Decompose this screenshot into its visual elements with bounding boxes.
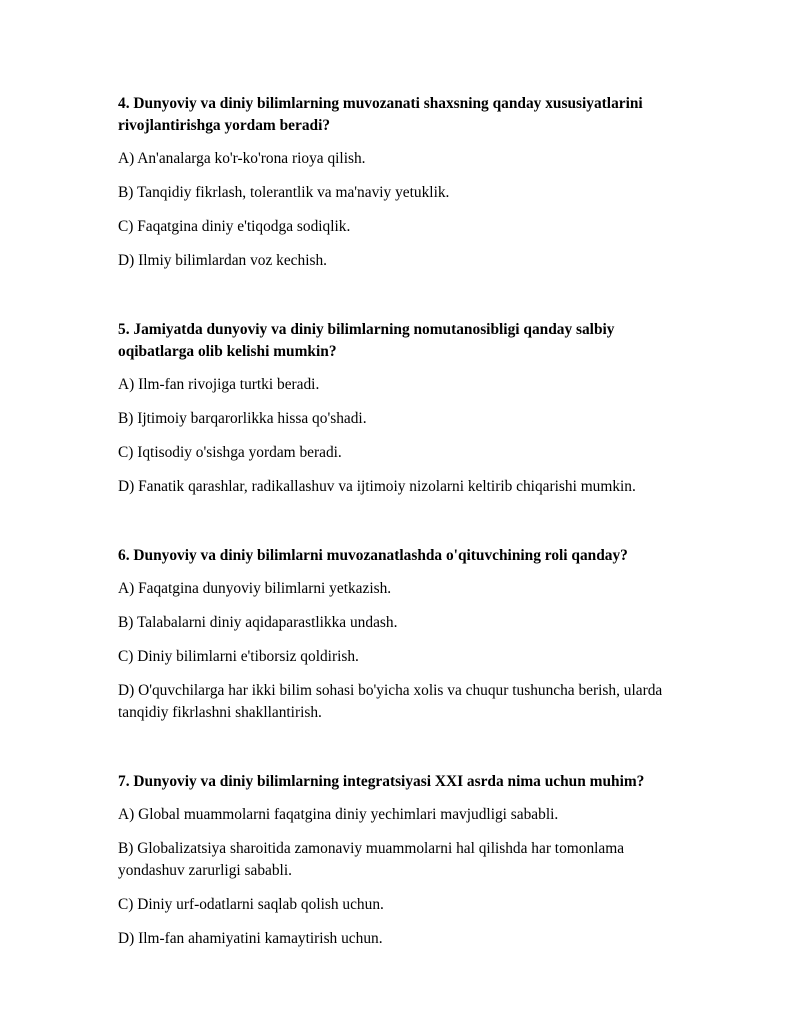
answer-option-b: B) Talabalarni diniy aqidaparastlikka undash. xyxy=(118,614,398,631)
answer-option-b: B) Globalizatsiya sharoitida zamonaviy muammolarni hal qilishda har tomonlama yondashuv zarurligi sababli. xyxy=(118,840,625,879)
question-4 xyxy=(118,93,690,272)
question-title: 4. Dunyoviy va diniy bilimlarning muvozanati shaxsning qanday xususiyatlarini rivojlantirishga yordam beradi? xyxy=(118,95,643,134)
answer-option-d: D) Fanatik qarashlar, radikallashuv va ijtimoiy nizolarni keltirib chiqarishi mumkin. xyxy=(118,478,636,495)
answer-option-a: A) An'analarga ko'r-ko'rona rioya qilish. xyxy=(118,150,366,167)
question-title: 6. Dunyoviy va diniy bilimlarni muvozanatlashda o'qituvchining roli qanday? xyxy=(118,547,628,564)
answer-option-a: A) Ilm-fan rivojiga turtki beradi. xyxy=(118,376,320,393)
question-title: 5. Jamiyatda dunyoviy va diniy bilimlarning nomutanosibligi qanday salbiy oqibatlarga olib kelishi mumkin? xyxy=(118,321,615,360)
question-6 xyxy=(118,545,690,724)
answer-option-a: A) Faqatgina dunyoviy bilimlarni yetkazish. xyxy=(118,580,392,597)
answer-option-c: C) Diniy bilimlarni e'tiborsiz qoldirish. xyxy=(118,648,359,665)
question-7 xyxy=(118,771,690,950)
answer-option-d: D) Ilm-fan ahamiyatini kamaytirish uchun. xyxy=(118,930,383,947)
answer-option-d: D) O'quvchilarga har ikki bilim sohasi bo'yicha xolis va chuqur tushuncha berish, ularda tanqidiy fikrlashni shakllantirish. xyxy=(118,682,663,721)
answer-option-b: B) Tanqidiy fikrlash, tolerantlik va ma'naviy yetuklik. xyxy=(118,184,450,201)
question-title: 7. Dunyoviy va diniy bilimlarning integratsiyasi XXI asrda nima uchun muhim? xyxy=(118,773,645,790)
answer-option-c: C) Faqatgina diniy e'tiqodga sodiqlik. xyxy=(118,218,351,235)
question-5 xyxy=(118,319,690,498)
answer-option-d: D) Ilmiy bilimlardan voz kechish. xyxy=(118,252,328,269)
answer-option-c: C) Diniy urf-odatlarni saqlab qolish uchun. xyxy=(118,896,384,913)
answer-option-a: A) Global muammolarni faqatgina diniy yechimlari mavjudligi sababli. xyxy=(118,806,559,823)
answer-option-b: B) Ijtimoiy barqarorlikka hissa qo'shadi. xyxy=(118,410,367,427)
answer-option-c: C) Iqtisodiy o'sishga yordam beradi. xyxy=(118,444,342,461)
